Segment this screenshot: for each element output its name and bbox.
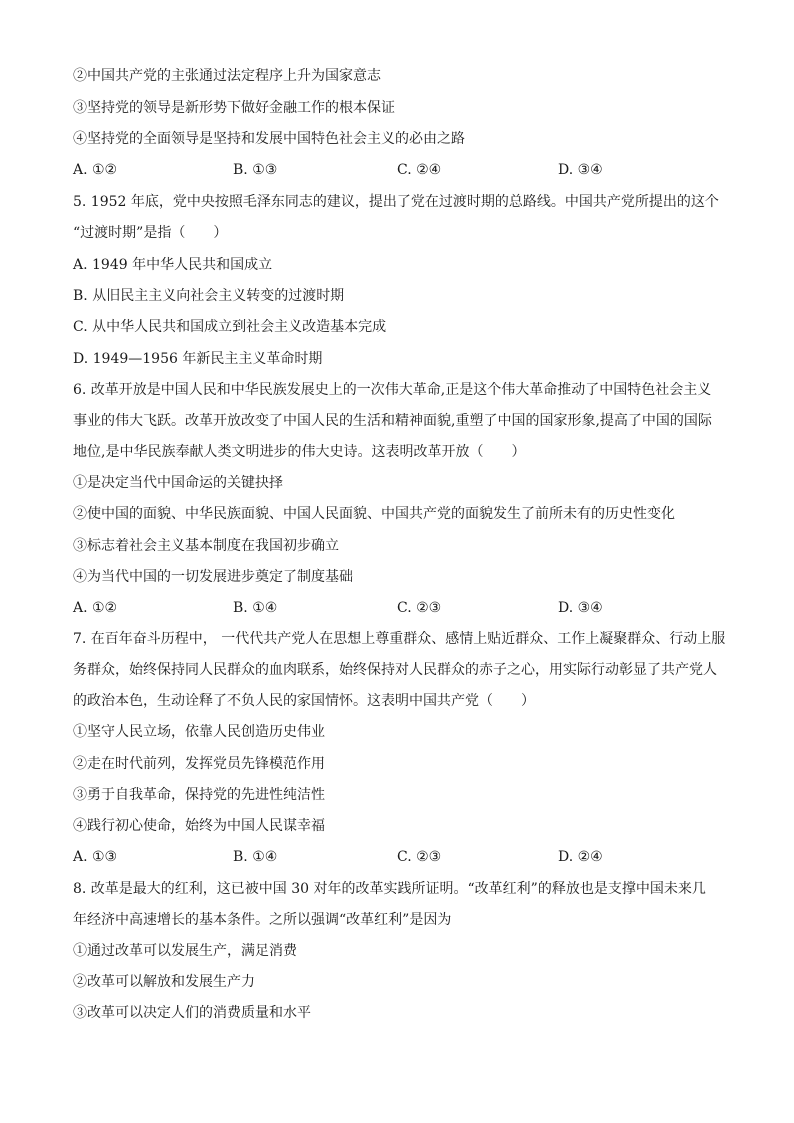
q7-option-a: A. ①③ <box>73 849 118 865</box>
q5-stem-line-1: 5. 1952 年底，党中央按照毛泽东同志的建议，提出了党在过渡时期的总路线。中国共产党所提出的这个 <box>73 194 719 210</box>
q7-item-1: ①坚守人民立场，依靠人民创造历史伟业 <box>73 724 325 740</box>
q6-stem-line-3: 地位,是中华民族奉献人类文明进步的伟大史诗。这表明改革开放（ ） <box>73 444 526 460</box>
q7-stem-line-3: 的政治本色，生动诠释了不负人民的家国情怀。这表明中国共产党（ ） <box>73 693 535 709</box>
q5-choice-d: D. 1949—1956 年新民主主义革命时期 <box>73 351 323 367</box>
q5-choice-a: A. 1949 年中华人民共和国成立 <box>73 257 273 273</box>
q4-option-d: D. ③④ <box>558 162 603 178</box>
q6-item-1: ①是决定当代中国命运的关键抉择 <box>73 475 283 491</box>
q7-option-d: D. ②④ <box>558 849 603 865</box>
q4-option-a: A. ①② <box>73 162 118 178</box>
q6-option-b: B. ①④ <box>233 600 278 616</box>
q6-stem-line-2: 事业的伟大飞跃。改革开放改变了中国人民的生活和精神面貌,重塑了中国的国家形象,提高了中国的国际 <box>73 413 712 429</box>
q5-choice-c: C. 从中华人民共和国成立到社会主义改造基本完成 <box>73 319 387 335</box>
q5-stem-line-2: “过渡时期”是指（ ） <box>73 225 228 241</box>
q8-item-3: ③改革可以决定人们的消费质量和水平 <box>73 1005 311 1021</box>
q7-option-b: B. ①④ <box>233 849 278 865</box>
q7-option-c: C. ②③ <box>397 849 442 865</box>
q5-choice-b: B. 从旧民主主义向社会主义转变的过渡时期 <box>73 288 345 304</box>
q4-item-4: ④坚持党的全面领导是坚持和发展中国特色社会主义的必由之路 <box>73 131 465 147</box>
q6-item-4: ④为当代中国的一切发展进步奠定了制度基础 <box>73 569 353 585</box>
q7-stem-line-1: 7. 在百年奋斗历程中， 一代代共产党人在思想上尊重群众、感情上贴近群众、工作上凝聚群众、行动上服 <box>73 631 726 647</box>
q4-item-3: ③坚持党的领导是新形势下做好金融工作的根本保证 <box>73 100 395 116</box>
q8-stem-line-2: 年经济中高速增长的基本条件。之所以强调“改革红利”是因为 <box>73 912 452 928</box>
q6-option-d: D. ③④ <box>558 600 603 616</box>
q7-item-2: ②走在时代前列，发挥党员先锋模范作用 <box>73 756 325 772</box>
q6-item-2: ②使中国的面貌、中华民族面貌、中国人民面貌、中国共产党的面貌发生了前所未有的历史性变化 <box>73 506 675 522</box>
q8-stem-line-1: 8. 改革是最大的红利，这已被中国 30 对年的改革实践所证明。“改革红利”的释放也是支撑中国未来几 <box>73 881 706 897</box>
q8-item-1: ①通过改革可以发展生产，满足消费 <box>73 943 297 959</box>
q6-option-a: A. ①② <box>73 600 118 616</box>
q7-item-3: ③勇于自我革命，保持党的先进性纯洁性 <box>73 787 325 803</box>
q4-option-b: B. ①③ <box>233 162 278 178</box>
q6-option-c: C. ②③ <box>397 600 442 616</box>
q4-item-2: ②中国共产党的主张通过法定程序上升为国家意志 <box>73 68 381 84</box>
q7-stem-line-2: 务群众，始终保持同人民群众的血肉联系，始终保持对人民群众的赤子之心，用实际行动彰显了共产党人 <box>73 662 717 678</box>
q8-item-2: ②改革可以解放和发展生产力 <box>73 974 255 990</box>
q7-item-4: ④践行初心使命，始终为中国人民谋幸福 <box>73 818 325 834</box>
q6-item-3: ③标志着社会主义基本制度在我国初步确立 <box>73 538 339 554</box>
q6-stem-line-1: 6. 改革开放是中国人民和中华民族发展史上的一次伟大革命,正是这个伟大革命推动了中国特色社会主义 <box>73 382 712 398</box>
q4-option-c: C. ②④ <box>397 162 442 178</box>
